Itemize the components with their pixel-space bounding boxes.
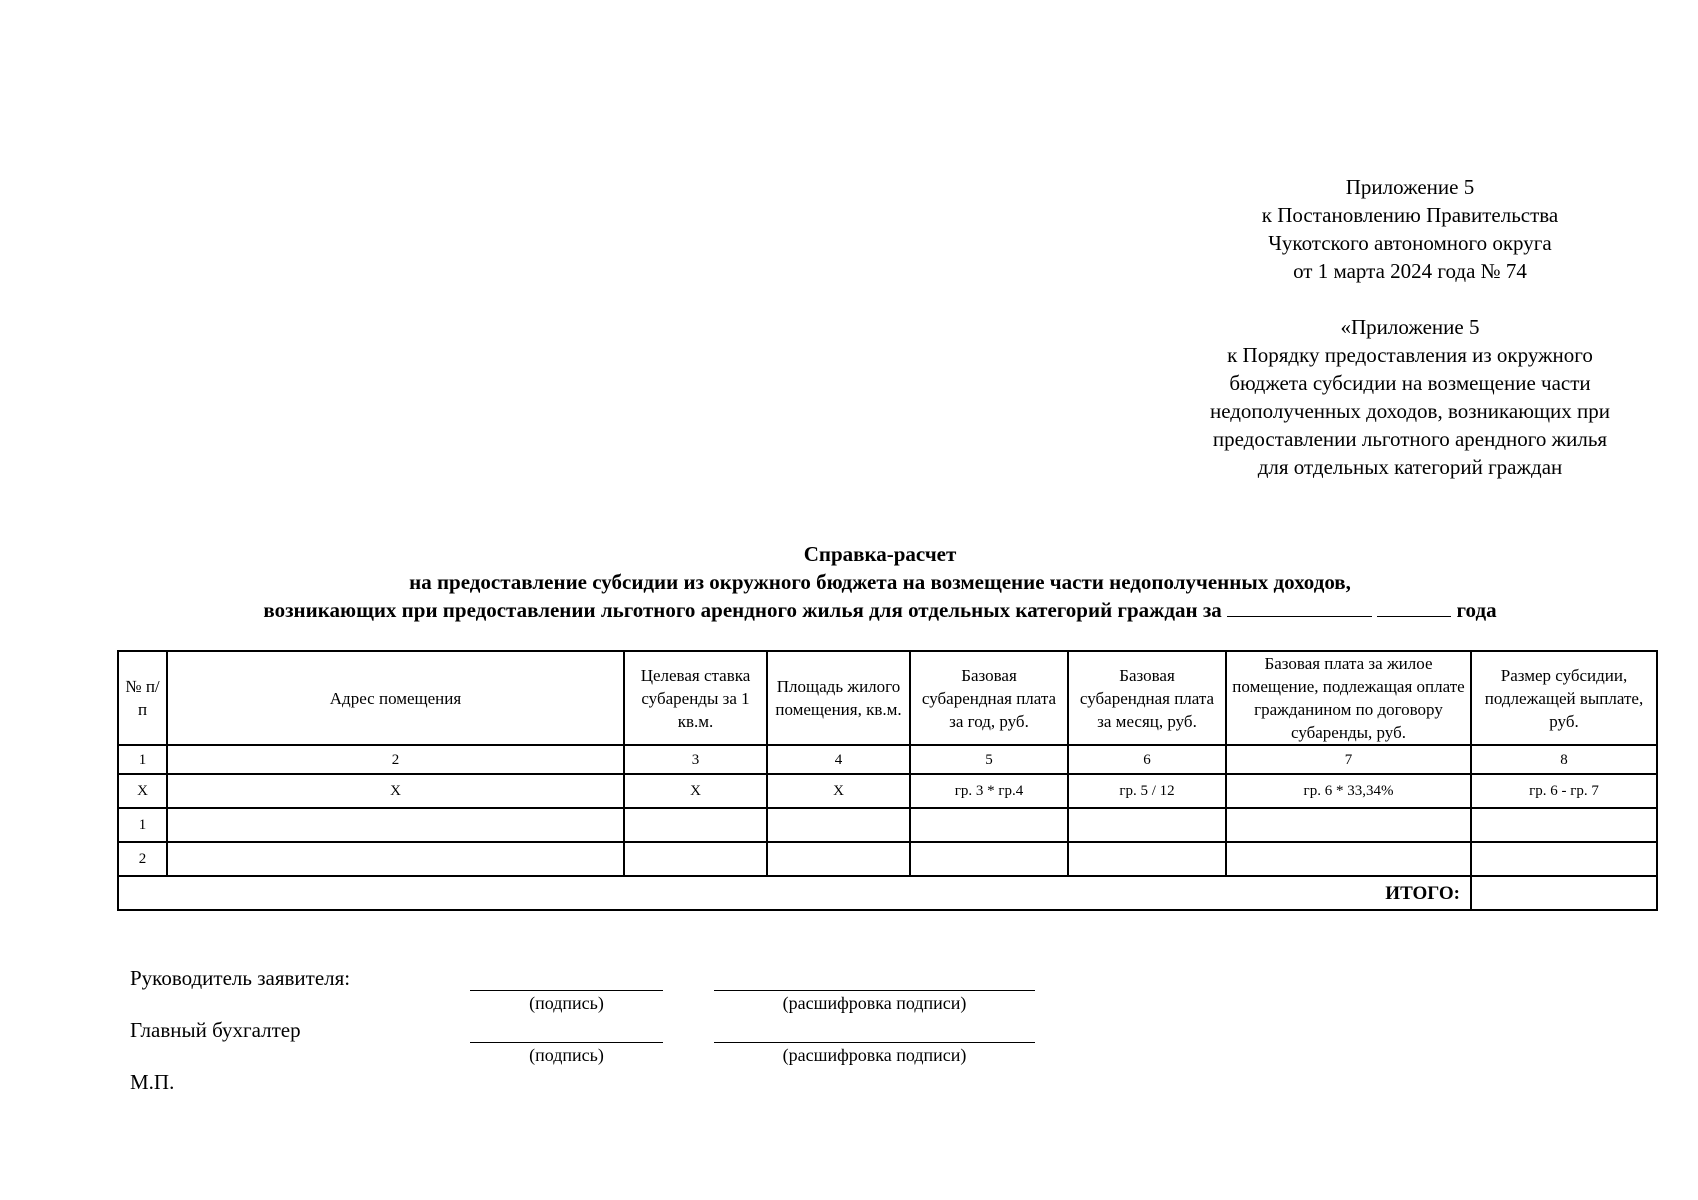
table-cell	[167, 842, 624, 876]
table-row	[118, 808, 1657, 842]
table-cell	[624, 842, 767, 876]
calculation-table	[117, 650, 1658, 911]
appendix-block	[1150, 173, 1670, 481]
formula-cell: гр. 6 * 33,34%	[1226, 774, 1471, 808]
table-cell	[1471, 808, 1657, 842]
appendix-line: от 1 марта 2024 года № 74	[1293, 259, 1527, 283]
table-cell	[910, 842, 1068, 876]
title-line-1: Справка-расчет	[803, 542, 957, 566]
table-cell	[1068, 808, 1226, 842]
order-line: предоставлении льготного арендного жилья	[1212, 427, 1608, 451]
column-number: 8	[1471, 745, 1657, 774]
table-cell	[624, 808, 767, 842]
head-decode-caption: (расшифровка подписи)	[782, 993, 967, 1013]
table-cell	[1471, 842, 1657, 876]
year-blank	[1377, 598, 1451, 617]
document-title	[100, 540, 1660, 624]
order-line: «Приложение 5	[1340, 315, 1480, 339]
column-number: 1	[118, 745, 167, 774]
header-cell: Базовая субарендная плата за месяц, руб.	[1068, 651, 1226, 745]
stamp-label: М.П.	[130, 1070, 175, 1094]
accountant-signature-line	[470, 1042, 663, 1043]
accountant-label: Главный бухгалтер	[130, 1018, 301, 1042]
formula-cell: гр. 6 - гр. 7	[1471, 774, 1657, 808]
formula-cell: Х	[167, 774, 624, 808]
total-row	[118, 876, 1657, 910]
accountant-decode-caption: (расшифровка подписи)	[782, 1045, 967, 1065]
order-line: бюджета субсидии на возмещение части	[1229, 371, 1591, 395]
head-signature-line	[470, 990, 663, 991]
header-cell: Адрес помещения	[167, 651, 624, 745]
period-blank	[1227, 598, 1372, 617]
table-row	[118, 842, 1657, 876]
accountant-signature-caption: (подпись)	[529, 1045, 604, 1065]
appendix-line: к Постановлению Правительства	[1261, 203, 1559, 227]
row-number: 2	[118, 842, 167, 876]
order-line: к Порядку предоставления из окружного	[1227, 343, 1593, 367]
formula-cell: гр. 3 * гр.4	[910, 774, 1068, 808]
head-signature-caption: (подпись)	[529, 993, 604, 1013]
title-suffix: года	[1456, 598, 1497, 622]
appendix-line: Приложение 5	[1345, 175, 1475, 199]
table-cell	[1068, 842, 1226, 876]
header-cell: Целевая ставка субаренды за 1 кв.м.	[624, 651, 767, 745]
column-number: 2	[167, 745, 624, 774]
formula-cell: Х	[118, 774, 167, 808]
formula-cell: гр. 5 / 12	[1068, 774, 1226, 808]
column-number: 7	[1226, 745, 1471, 774]
column-number: 6	[1068, 745, 1226, 774]
appendix-line: Чукотского автономного округа	[1268, 231, 1552, 255]
accountant-decode-line	[714, 1042, 1035, 1043]
header-row	[118, 651, 1657, 745]
table-cell	[1226, 808, 1471, 842]
column-number: 3	[624, 745, 767, 774]
title-line-2: на предоставление субсидии из окружного бюджета на возмещение части недополученных доходов,	[409, 570, 1351, 594]
table-cell	[910, 808, 1068, 842]
formula-cell: Х	[624, 774, 767, 808]
total-label: ИТОГО:	[118, 876, 1471, 910]
head-label: Руководитель заявителя:	[130, 966, 351, 990]
table-cell	[167, 808, 624, 842]
column-number-row	[118, 745, 1657, 774]
column-number: 4	[767, 745, 910, 774]
head-decode-line	[714, 990, 1035, 991]
formula-cell: Х	[767, 774, 910, 808]
table-cell	[1226, 842, 1471, 876]
header-cell: Размер субсидии, подлежащей выплате, руб.	[1471, 651, 1657, 745]
total-value	[1471, 876, 1657, 910]
title-line-3	[100, 596, 1660, 624]
formula-row	[118, 774, 1657, 808]
header-cell: Базовая плата за жилое помещение, подлежащая оплате гражданином по договору субаренды, руб.	[1226, 651, 1471, 745]
header-cell: Площадь жилого помещения, кв.м.	[767, 651, 910, 745]
header-cell: № п/п	[118, 651, 167, 745]
order-line: для отдельных категорий граждан	[1257, 455, 1563, 479]
table-cell	[767, 842, 910, 876]
table-cell	[767, 808, 910, 842]
order-line: недополученных доходов, возникающих при	[1209, 399, 1611, 423]
row-number: 1	[118, 808, 167, 842]
column-number: 5	[910, 745, 1068, 774]
header-cell: Базовая субарендная плата за год, руб.	[910, 651, 1068, 745]
title-line-3-text: возникающих при предоставлении льготного арендного жилья для отдельных категорий граждан за	[263, 598, 1222, 622]
